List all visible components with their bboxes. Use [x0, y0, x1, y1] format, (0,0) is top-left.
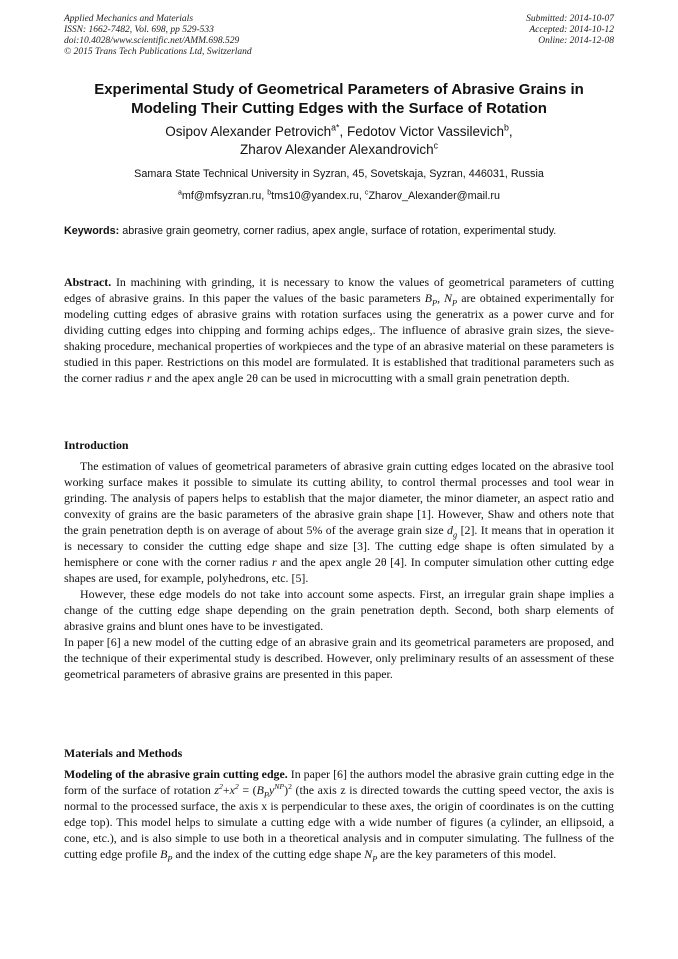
abstract-paragraph: [64, 274, 614, 386]
keywords-label: Keywords:: [64, 225, 120, 237]
symbol-np: [364, 847, 378, 864]
journal-info: [64, 14, 252, 58]
equation: [214, 782, 292, 800]
author-separator: ,: [508, 124, 513, 139]
email-mark: a: [177, 189, 182, 197]
intro-paragraph-1: [64, 458, 614, 586]
online-date: Online: 2014-12-08: [538, 36, 614, 46]
dates-info: [526, 14, 614, 47]
title-line-2: Modeling Their Cutting Edges with the Surface of Rotation: [131, 100, 547, 117]
symbol-r: r: [146, 371, 152, 385]
issn-line: ISSN: 1662-7482, Vol. 698, pp 529-533: [64, 25, 214, 35]
symbol-bp: [424, 291, 438, 308]
symbol-np: [444, 291, 458, 308]
symbol-letter: N: [444, 291, 453, 305]
symbol-dg: [447, 523, 458, 540]
eq-exp: 2: [234, 782, 239, 792]
eq-var: z: [214, 783, 220, 797]
eq-op: ): [284, 783, 289, 797]
paragraph-text: (the axis z is directed towards the cutting speed vector, the axis is normal to the processed surface, the axis x is perpendicular to these axes, the origin of coordinates is on the cutting edge top). This model helps to simulate a cutting edge with a wide number of figures (a cylinder, an ellipsoid, a cone, etc.), and is also simple to use both in a theoretical analysis and in computer simulating. The fullness of the cutting edge profile: [64, 783, 614, 861]
email-mark: c: [364, 189, 369, 197]
eq-exp: NP: [274, 782, 285, 792]
author-emails: [64, 189, 614, 203]
paragraph-text: In paper [6] the authors model the abrasive grain cutting edge in the form of the surface of rotation: [64, 767, 614, 797]
email-mark: b: [267, 189, 272, 197]
eq-exp: 2: [288, 782, 292, 792]
introduction-section: [64, 458, 614, 682]
section-heading-introduction: Introduction: [64, 438, 129, 452]
section-heading-methods: Materials and Methods: [64, 746, 183, 760]
eq-op: +: [222, 783, 230, 797]
author-mark: a*: [331, 122, 340, 133]
author-name: Fedotov Victor Vassilevich: [346, 124, 505, 139]
eq-sub: P: [263, 790, 269, 800]
eq-var: B: [256, 783, 264, 797]
paragraph-text: are the key parameters of this model.: [377, 847, 557, 861]
abstract-text: ,: [437, 291, 445, 305]
methods-section: [64, 766, 614, 862]
author-list: [64, 123, 614, 159]
abstract-text: and the apex angle 2θ can be used in microcutting with a small grain penetration depth.: [151, 371, 570, 385]
author-separator: ,: [339, 124, 347, 139]
symbol-subscript: P: [431, 298, 438, 308]
submitted-date: Submitted: 2014-10-07: [526, 14, 614, 24]
paragraph-text: [2]. It means that in operation it is necessary to consider the cutting edge shape and size [3]. The cutting edge shape is often simulated by a hemisphere or cone with the corner radius: [64, 523, 614, 569]
affiliation: Samara State Technical University in Syzran, 45, Sovetskaja, Syzran, 446031, Russia: [134, 168, 544, 180]
abstract: [64, 274, 614, 386]
paragraph-text: and the index of the cutting edge shape: [172, 847, 365, 861]
author-mark: b: [504, 122, 509, 133]
keywords-text: abrasive grain geometry, corner radius, apex angle, surface of rotation, experimental study.: [119, 225, 557, 237]
authors-line-2: [64, 141, 614, 159]
symbol-subscript: P: [167, 854, 173, 864]
intro-paragraph-3: In paper [6] a new model of the cutting edge of an abrasive grain and its geometrical parameters are proposed, and the technique of their experimental study is described. However, only preliminary results of an assessment of these geometrical parameters of abrasive grains are presented in this paper.: [64, 635, 614, 681]
copyright-line: © 2015 Trans Tech Publications Ltd, Switzerland: [64, 47, 252, 57]
eq-exp: 2: [219, 782, 223, 792]
paragraph-text: The estimation of values of geometrical parameters of abrasive grain cutting edges located on the abrasive tool working surface makes it possible to simulate its cutting ability, to control thermal processes and tool wear in grinding. The analysis of papers helps to establish that the major diameter, the minor diameter, an aspect ratio and convexity of grains are the basic parameters of the abrasive grain shape [1]. However, Shaw and others note that the grain penetration depth is on average of about 5% of the average grain size: [64, 459, 614, 537]
symbol-r: r: [271, 555, 277, 569]
symbol-subscript: P: [372, 854, 378, 864]
author-name: Osipov Alexander Petrovich: [165, 124, 332, 139]
author-name: Zharov Alexander Alexandrovich: [239, 142, 434, 157]
doi-line: doi:10.4028/www.scientific.net/AMM.698.529: [64, 36, 240, 46]
title-line-1: Experimental Study of Geometrical Parameters of Abrasive Grains in: [94, 81, 584, 98]
paragraph-text: and the apex angle 2θ [4]. In computer simulation other cutting edge shapes are used, for example, polyhedrons, etc. [5].: [64, 555, 614, 585]
author-mark: c: [433, 140, 438, 151]
abstract-text: are obtained experimentally for modeling cutting edges of abrasive grains with rotation surfaces using the generatrix as a power curve and for dividing cutting edges into chipping and forming achips edges,. The influence of abrasive grain sizes, the sieve-shaking procedure, mechanical properties of workpieces and the type of an abrasive material on these parameters is studied in this paper. Restrictions on this model are formulated. It is established that traditional parameters such as the corner radius: [64, 291, 614, 385]
email-address[interactable]: mf@mfsyzran.ru,: [181, 190, 268, 202]
methods-paragraph-1: [64, 766, 614, 862]
symbol-letter: N: [364, 847, 373, 861]
email-address[interactable]: tms10@yandex.ru,: [271, 190, 365, 202]
keywords: [64, 224, 614, 239]
eq-var: y: [268, 783, 275, 797]
journal-name: Applied Mechanics and Materials: [64, 14, 194, 24]
abstract-label: Abstract.: [64, 275, 112, 289]
symbol-subscript: P: [452, 298, 458, 308]
symbol-letter: d: [447, 523, 453, 537]
symbol-letter: B: [424, 291, 432, 305]
email-address[interactable]: Zharov_Alexander@mail.ru: [368, 190, 501, 202]
accepted-date: Accepted: 2014-10-12: [529, 25, 614, 35]
authors-line-1: [64, 123, 614, 141]
eq-var: x: [229, 783, 235, 797]
symbol-subscript: g: [453, 530, 458, 540]
run-in-heading: Modeling of the abrasive grain cutting edge.: [64, 767, 288, 781]
symbol-bp: [160, 847, 173, 864]
eq-op: = (: [238, 783, 257, 797]
intro-paragraph-2: However, these edge models do not take into account some aspects. First, an irregular grain shape implies a change of the cutting edge shape depending on the grain penetration depth. Second, both sharp elements of abrasive grains and blunt ones have to be investigated.: [64, 587, 614, 633]
paper-title: [64, 80, 614, 118]
symbol-letter: B: [160, 847, 168, 861]
abstract-text: In machining with grinding, it is necessary to know the values of geometrical parameters of cutting edges of abrasive grains. In this paper the values of the basic parameters: [64, 275, 614, 305]
